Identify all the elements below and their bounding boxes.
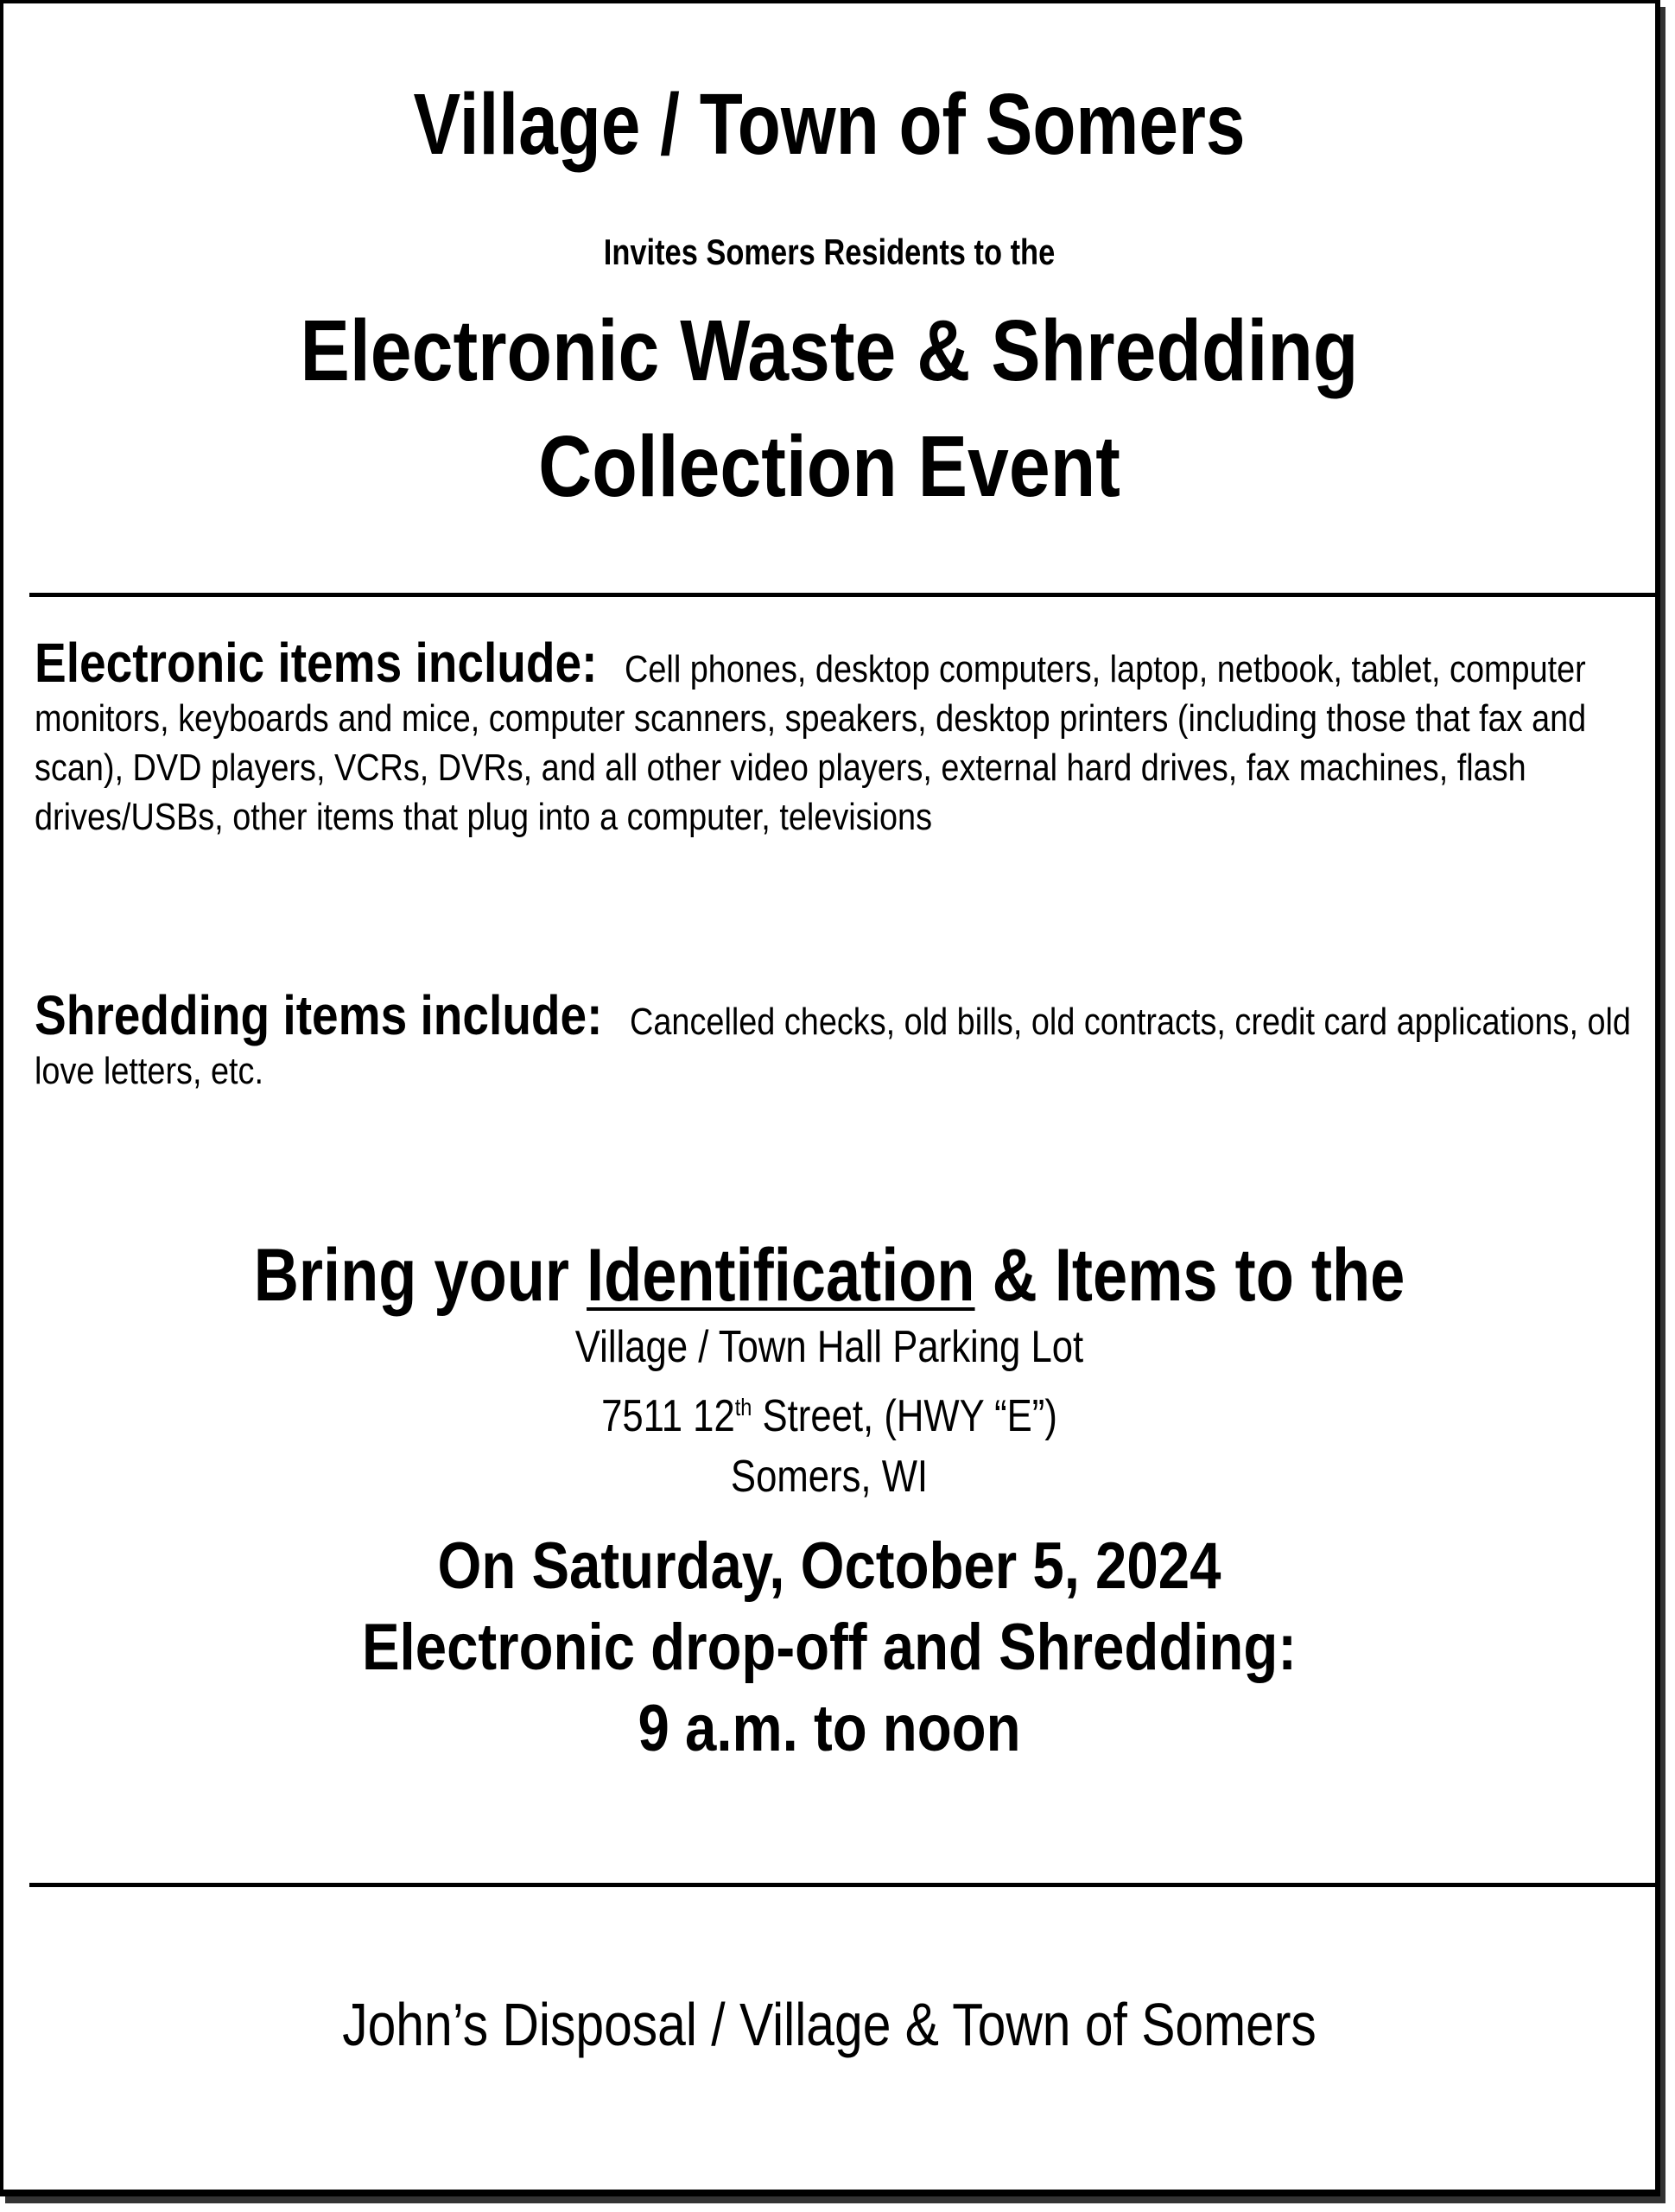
event-activity: Electronic drop-off and Shredding: [361,1611,1297,1684]
bring-emphasis: Identification [587,1234,975,1317]
location-line1: Village / Town Hall Parking Lot [574,1322,1084,1372]
bring-heading [136,1232,1523,1319]
electronic-items-text: Cell phones, desktop computers, laptop, netbook, tablet, computer monitors, keyboards and mice, computer scanners, speakers, desktop printers (including those that fax and scan), DVD players, VCRs, DVRs, and all other video players, external hard drives, fax machines, flash drives/USBs, other items that plug into a computer, televisions [35,648,1587,838]
event-name-line1: Electronic Waste & Shredding [300,302,1359,399]
location-city: Somers, WI [730,1452,929,1502]
street-suffix: th [734,1394,752,1421]
event-date: On Saturday, October 5, 2024 [437,1529,1221,1603]
location-street [136,1377,1523,1446]
divider-top [29,593,1655,597]
event-name-line2: Collection Event [538,418,1120,515]
event-hours: 9 a.m. to noon [638,1692,1021,1765]
bring-suffix: & Items to the [974,1234,1405,1317]
footer-text: John’s Disposal / Village & Town of Somers [342,1991,1317,2058]
electronic-items-section [35,632,1633,842]
electronic-items-label: Electronic items include: [35,632,598,694]
flyer-header [3,3,1655,594]
shredding-items-label: Shredding items include: [35,984,603,1046]
location-block [136,1317,1523,1507]
flyer-title: Village / Town of Somers [413,76,1246,173]
shredding-items-section [35,984,1633,1096]
street-number: 7511 12 [601,1391,735,1441]
flyer-subtitle: Invites Somers Residents to the [603,232,1056,272]
schedule-block [119,1526,1539,1770]
divider-bottom [29,1883,1655,1887]
street-rest: Street, (HWY “E”) [752,1391,1057,1441]
shredding-items-text: Cancelled checks, old bills, old contracts, credit card applications, old love letters, etc. [35,1001,1631,1092]
event-name [119,293,1539,524]
bring-prefix: Bring your [253,1234,587,1317]
